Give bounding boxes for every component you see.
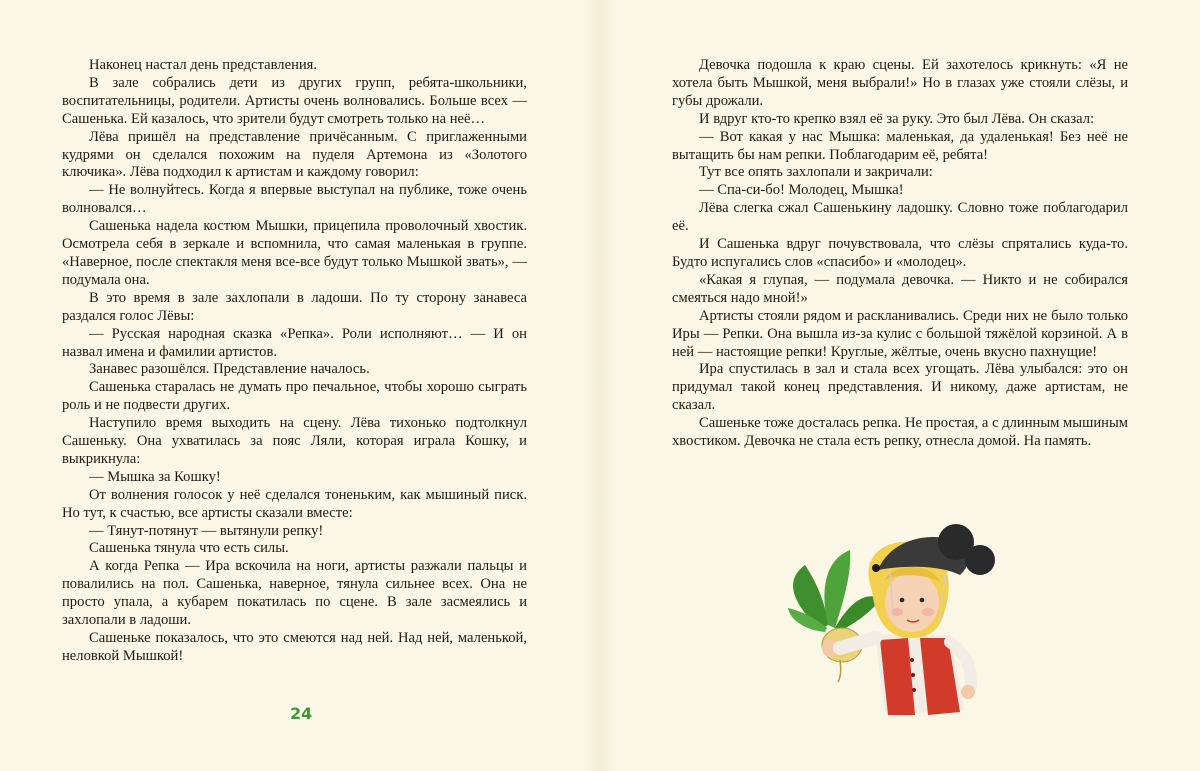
paragraph: — Мышка за Кошку! (89, 468, 221, 485)
paragraph: Сашенька старалась не думать про печальное, чтобы хорошо сыграть роль и не подвести других. (62, 379, 527, 414)
paragraph: Сашенька надела костюм Мышки, прицепила проволочный хвостик. Осмотрела себя в зеркале и вспомнила, что самая маленькая в группе. «Наверное, после спектакля меня все-все будут только Мышкой звать», — подумала она. (62, 218, 527, 288)
paragraph: «Какая я глупая, — подумала девочка. — Никто и не собирался смеяться надо мной!» (672, 271, 1128, 306)
paragraph: Наступило время выходить на сцену. Лёва тихонько подтолкнул Сашеньку. Она ухватилась за пояс Ляли, которая играла Кошку, и выкрикнула: (62, 415, 527, 467)
girl-with-turnip-illustration (780, 520, 1000, 720)
paragraph: А когда Репка — Ира вскочила на ноги, артисты разжали пальцы и повалились на пол. Сашенька, наверное, тянула сильнее всех. Она не просто упала, а кубарем покатилась по сцене. В зале засмеялись и захлопали в ладоши. (62, 558, 527, 629)
girl-body (840, 635, 975, 715)
paragraph: — Не волнуйтесь. Когда я впервые выступал на публике, тоже очень волновался… (62, 182, 527, 217)
paragraph: Лёва слегка сжал Сашенькину ладошку. Словно тоже поблагодарил её. (672, 200, 1128, 235)
paragraph: Наконец настал день представления. (89, 57, 318, 73)
paragraph: — Русская народная сказка «Репка». Роли исполняют… — И он назвал имена и фамилии артистов. (62, 325, 527, 360)
turnip-leaves (788, 550, 880, 632)
paragraph: И Сашенька вдруг почувствовала, что слёзы спрятались куда-то. Будто испугались слов «спасибо» и «молодец». (672, 236, 1128, 270)
paragraph: — Вот какая у нас Мышка: маленькая, да удаленькая! Без неё не вытащить бы нам репки. Поблагодарим её, ребята! (672, 128, 1128, 163)
paragraph: И вдруг кто-то крепко взял её за руку. Это был Лёва. Он сказал: (699, 110, 1095, 127)
left-page-text (62, 57, 527, 666)
page-number: 24 (290, 704, 313, 723)
paragraph: В зале собрались дети из других групп, ребята-школьники, воспитательницы, родители. Артисты очень волновались. Больше всех — Сашенька. Ей казалось, что зрители будут смотреть только на неё… (62, 74, 527, 127)
paragraph: От волнения голосок у неё сделался тоненьким, как мышиный писк. Но тут, к счастью, все артисты сказали вместе: (62, 486, 527, 521)
paragraph: Артисты стояли рядом и раскланивались. Среди них не было только Иры — Репки. Она вышла из-за кулис с большой тяжёлой корзиной. А в ней — настоящие репки! Круглые, жёлтые, очень вкусно пахнущие! (672, 307, 1128, 360)
paragraph: Тут все опять захлопали и закричали: (699, 164, 933, 181)
right-page-text (672, 57, 1128, 451)
paragraph: — Спа-си-бо! Молодец, Мышка! (699, 182, 904, 199)
paragraph: Сашеньке показалось, что это смеются над ней. Над ней, маленькой, неловкой Мышкой! (62, 630, 527, 664)
paragraph: Занавес разошёлся. Представление началось. (89, 361, 370, 378)
paragraph: Лёва пришёл на представление причёсанным. С приглаженными кудрями он сделался похожим на пуделя Артемона из «Золотого ключика». Лёва подходил к артистам и каждому говорил: (62, 128, 527, 181)
paragraph: Ира спустилась в зал и стала всех угощать. Лёва улыбался: это он придумал такой конец представления. И никому, даже артистам, не сказал. (672, 361, 1128, 414)
paragraph: Сашенька тянула что есть силы. (89, 540, 289, 557)
paragraph: Сашеньке тоже досталась репка. Не простая, а с длинным мышиным хвостиком. Девочка не стала есть репку, отнесла домой. На память. (672, 415, 1128, 450)
paragraph: Девочка подошла к краю сцены. Ей захотелось крикнуть: «Я не хотела быть Мышкой, меня выбрали!» Но в глазах уже стояли слёзы, и губы дрожали. (672, 57, 1128, 109)
paragraph: В это время в зале захлопали в ладоши. По ту сторону занавеса раздался голос Лёвы: (62, 289, 527, 324)
paragraph: — Тянут-потянут — вытянули репку! (89, 522, 324, 539)
